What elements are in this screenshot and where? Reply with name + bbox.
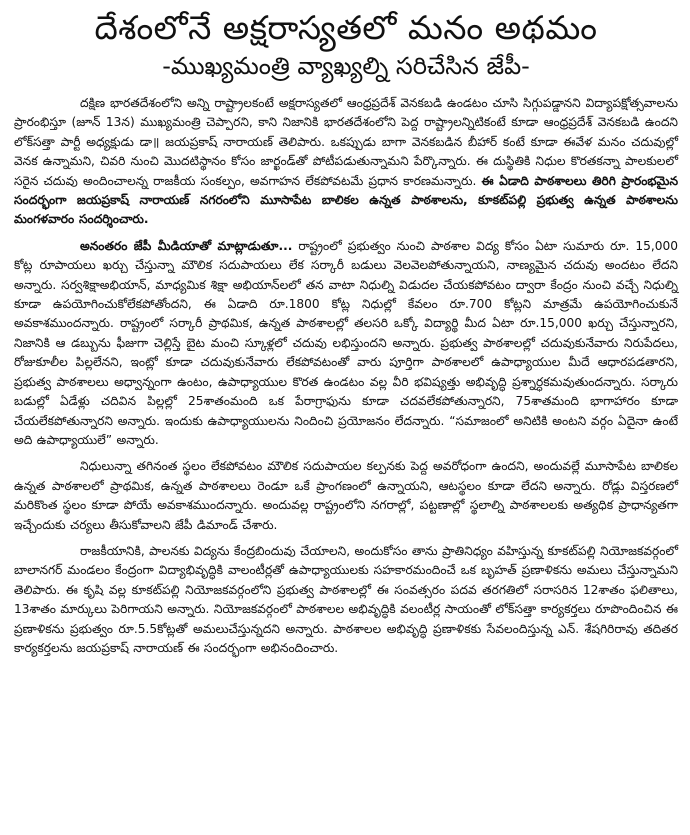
paragraph-4-text: రాజకీయానికి, పాలనకు విద్యను కేంద్రబిందువు చేయాలని, అందుకోసం తాను ప్రాతినిధ్యం వహిస్తున్న కూకట్‌పల్లి నియోజకవర్గంలో బాలానగర్ మండలం కేంద్రంగా విద్యాభివృద్ధికి వాలంటీర్లతో ఉపాధ్యాయులకు సహకారమందించే ఒక బృహత్ ప్రణాళికను అమలు చేస్తున్నామని తెలిపారు. ఈ కృషి వల్ల కూకట్‌పల్లి నియోజకవర్గంలోని ప్రభుత్వ పాఠశాలల్లో ఈ సంవత్సరం పదవ తరగతిలో సరాసరిన 12శాతం ఫలితాలు, 13శాతం మార్కులు పెరిగాయని అన్నారు. నియోజకవర్గంలో పాఠశాలల అభివృద్ధికి వలంటీర్ల సాయంతో లోక్‌సత్తా కార్యకర్తలు రూపొందించిన ఈ ప్రణాళికను ప్రభుత్వం రూ.5.5కోట్లతో అమలుచేస్తున్నదని అన్నారు. పాఠశాలల అభివృద్ధి ప్రణాళికకు సేవలందిస్తున్న ఎన్. శేషగిరిరావు తదితర కార్యకర్తలను జయప్రకాష్ నారాయణ్ ఈ సందర్భంగా అభినందించారు.: [14, 543, 678, 655]
paragraph-2-text: రాష్ట్రంలో ప్రభుత్వం నుంచి పాఠశాల విద్య కోసం ఏటా సుమారు రూ. 15,000 కోట్ల రూపాయలు ఖర్చు చేస్తున్నా మౌలిక సదుపాయలు లేక సర్కారీ బడులు వెలవెలపోతున్నాయని, నాణ్యమైన చదువు అందటం లేదని అన్నారు. సర్వశిక్షాఅభియాన్, మాధ్యమిక శిక్షా అభియాన్‌లలో తన వాటా నిధుల్ని విడుదల చేయకపోవటం ద్వారా కేంద్రం నుంచి వచ్చే నిధుల్ని కూడా ఉపయోగించుకోలేకపోతోందని, ఈ ఏడాది రూ.1800 కోట్ల నిధుల్లో కేవలం రూ.700 కోట్లని మాత్రమే ఉపయోగించుకునే అవకాశముందన్నారు. రాష్ట్రంలో సర్కారీ ప్రాథమిక, ఉన్నత పాఠశాలల్లో తలసరి ఒక్కో విద్యార్థి మీద ఏటా రూ.15,000 ఖర్చు చేస్తున్నారని, నిజానికి ఆ డబ్బును ఫీజుగా చెల్లిస్తే బైట మంచి స్కూళ్లలో చదువు లభిస్తుందని అన్నారు. ప్రభుత్వ పాఠశాలల్లో చదువుకునేవారు నిరుపేదలు, రోజుకూలీల పిల్లలేనని, ఇంట్లో కూడా చదువుకునేవారు లేకపోవటంతో వారు పూర్తిగా పాఠశాలలో ఉపాధ్యాయుల మీదే ఆధారపడతారని, ప్రభుత్వ పాఠశాలలు అధ్వాన్నంగా ఉంటం, ఉపాధ్యాయుల కొరత ఉండటం వల్ల వీరి భవిష్యత్తు అభివృద్ధి ప్రశ్నార్ధకమవుతుందన్నారు. సర్కారు బడుల్లో ఏడేళ్లు చదివిన పిల్లల్లో 25శాతంమంది ఒక పేరాగ్రాఫును కూడా చదవలేకపోతున్నారని, 75శాతమంది భాగాహారం కూడా చేయలేకపోతున్నారని అన్నారు. ఇందుకు ఉపాధ్యాయులను నిందించి ప్రయోజనం లేదన్నారు. “సమాజంలో అనిటికి అంటని వర్గం ఏదైనా ఉంటే అది ఉపాధ్యాయులే” అన్నారు.: [14, 238, 678, 447]
article-paragraph-3: [14, 457, 678, 535]
article-subheadline: -ముఖ్యమంత్రి వ్యాఖ్యల్ని సరిచేసిన జేపీ-: [162, 52, 530, 80]
paragraph-1-text: దక్షిణ భారతదేశంలోని అన్ని రాష్ట్రాలకంటే అక్షరాస్యతలో ఆంధ్రప్రదేశ్ వెనకబడి ఉండటం చూసి సిగ్గుపడ్డానని విద్యాపక్షోత్సవాలను ప్రారంభిస్తూ (జూన్ 13న) ముఖ్యమంత్రి చెప్పారని, కాని నిజానికి భారతదేశంలోని పెద్ద రాష్ట్రాలన్నిటికంటే కూడా ఆంధ్రప్రదేశ్ వెనకబడి ఉందని లోక్‌సత్తా పార్టీ అధ్యక్షుడు డా॥ జయప్రకాష్ నారాయణ్ తెలిపారు. ఒకప్పుడు బాగా వెనకబడిన బీహార్ కంటే కూడా ఈవేళ మనం చదువుల్లో వెనక ఉన్నామని, చివరి నుంచి మొదటిస్థానం కోసం జార్ఖండ్‌తో పోటీపడుతున్నామని పేర్కొన్నారు. ఈ దుస్థితికి నిధుల కొరతకన్నా పాలకులలో సరైన చదువు అందించాలన్న రాజకీయ సంకల్పం, అవగాహన లేకపోవటమే ప్రధాన కారణమన్నారు.: [14, 96, 678, 188]
article-paragraph-1: [14, 94, 678, 230]
article-page: [0, 8, 690, 835]
article-paragraph-4: [14, 542, 678, 658]
paragraph-3-text: నిధులున్నా తగినంత స్థలం లేకపోవటం మౌలిక సదుపాయల కల్పనకు పెద్ద అవరోధంగా ఉందని, అందువల్లే మూసాపేట బాలికల ఉన్నత పాఠశాలలో ప్రాథమిక, ఉన్నత పాఠశాలలు రెండూ ఒకే ప్రాంగణంలో ఉన్నాయని, ఆటస్థలం కూడా లేదని అన్నారు. రోడ్లు విస్తరణలో మరికొంత స్థలం కూడా పోయే అవకాశముందన్నారు. అందువల్ల రాష్ట్రంలోని నగరాల్లో, పట్టణాల్లో స్థలాల్ని పాఠశాలలకు అత్యధిక ప్రాధాన్యతగా ఇచ్చేందుకు చర్యలు తీసుకోవాలని జేపీ డిమాండ్ చేశారు.: [14, 459, 678, 532]
paragraph-2-lead: అనంతరం జేపీ మీడియాతో మాట్లాడుతూ...: [80, 238, 293, 253]
paragraph-1-bold-tail: ఈ ఏడాది పాఠశాలలు తిరిగి ప్రారంభమైన సందర్భంగా జయప్రకాష్ నారాయణ్ నగరంలోని మూసాపేట బాలికల ఉన్నత పాఠశాలను, కూకట్‌పల్లి ప్రభుత్వ ఉన్నత పాఠశాలను మంగళవారం సందర్శించారు.: [14, 173, 678, 227]
article-headline: దేశంలోనే అక్షరాస్యతలో మనం అథమం: [94, 8, 598, 47]
article-paragraph-2: [14, 237, 678, 450]
